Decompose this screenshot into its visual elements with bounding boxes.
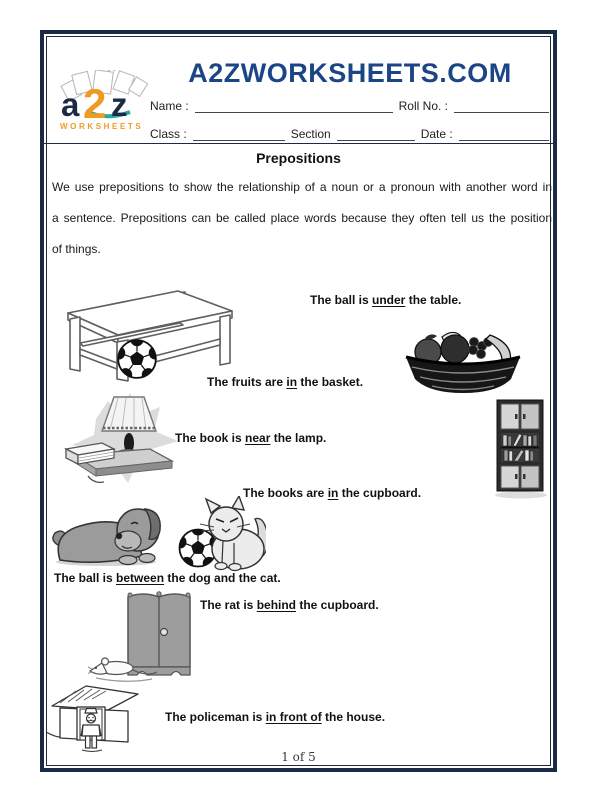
caption-text: the cupboard. (338, 486, 422, 500)
class-section-date-row (150, 124, 549, 141)
caption-ball-under-table (310, 293, 461, 307)
preposition-word: between (116, 571, 165, 585)
preposition-word: in (286, 375, 298, 389)
logo-letter-z: z (111, 86, 128, 123)
section-line (337, 126, 415, 141)
preposition-word: in (327, 486, 339, 500)
preposition-word: under (372, 293, 406, 307)
intro-paragraph (52, 180, 552, 273)
date-label: Date : (420, 127, 453, 141)
preposition-word: near (245, 431, 271, 445)
preposition-word: in front of (265, 710, 322, 724)
section-label: Section (290, 127, 331, 141)
caption-text: the basket. (297, 375, 364, 389)
caption-text: The fruits are (207, 375, 287, 389)
wardrobe-with-rat-image (88, 587, 204, 683)
preposition-word: behind (256, 598, 297, 612)
caption-text: The ball is (310, 293, 373, 307)
caption-policeman-in-front (165, 710, 385, 724)
header-divider (44, 143, 553, 144)
intro-line: of things. (52, 242, 101, 256)
worksheet-page (40, 30, 557, 772)
site-title: A2ZWORKSHEETS.COM (188, 58, 512, 88)
caption-text: The books are (243, 486, 328, 500)
fruit-basket-image (402, 331, 524, 395)
name-line (195, 98, 393, 113)
name-roll-row (150, 96, 549, 113)
logo-letter-a: a (61, 86, 80, 123)
caption-rat-behind (200, 598, 379, 612)
caption-text: the house. (321, 710, 386, 724)
caption-fruits-in-basket (207, 375, 363, 389)
page-number: 1 of 5 (281, 750, 316, 764)
logo-scribble (108, 70, 115, 71)
date-line (459, 126, 549, 141)
caption-books-in-cupboard (243, 486, 421, 500)
caption-text: the dog and the cat. (164, 571, 281, 585)
roll-label: Roll No. : (398, 99, 448, 113)
caption-text: the table. (405, 293, 462, 307)
table-with-ball-image (60, 283, 240, 385)
caption-text: The book is (175, 431, 246, 445)
caption-text: the lamp. (270, 431, 327, 445)
dog-ball-cat-image (48, 496, 266, 574)
name-label: Name : (150, 99, 189, 113)
lamp-with-book-image (58, 391, 186, 493)
worksheet-title: Prepositions (256, 150, 341, 166)
caption-ball-between (54, 571, 281, 585)
house-with-policeman-image (46, 680, 142, 752)
intro-line: We use prepositions to show the relationship of a noun or a pronoun with another word in (52, 180, 552, 194)
class-label: Class : (150, 127, 187, 141)
caption-text: The policeman is (165, 710, 266, 724)
caption-book-near-lamp (175, 431, 326, 445)
roll-line (454, 98, 549, 113)
class-line (193, 126, 285, 141)
caption-text: The rat is (200, 598, 257, 612)
caption-text: the cupboard. (296, 598, 379, 612)
caption-text: The ball is (54, 571, 117, 585)
books-cupboard-image (492, 398, 550, 500)
intro-line: a sentence. Prepositions can be called place words because they often tell us the position (52, 211, 552, 225)
logo-letter-2: 2 (83, 80, 107, 127)
logo-subtext: WORKSHEETS (60, 122, 144, 131)
